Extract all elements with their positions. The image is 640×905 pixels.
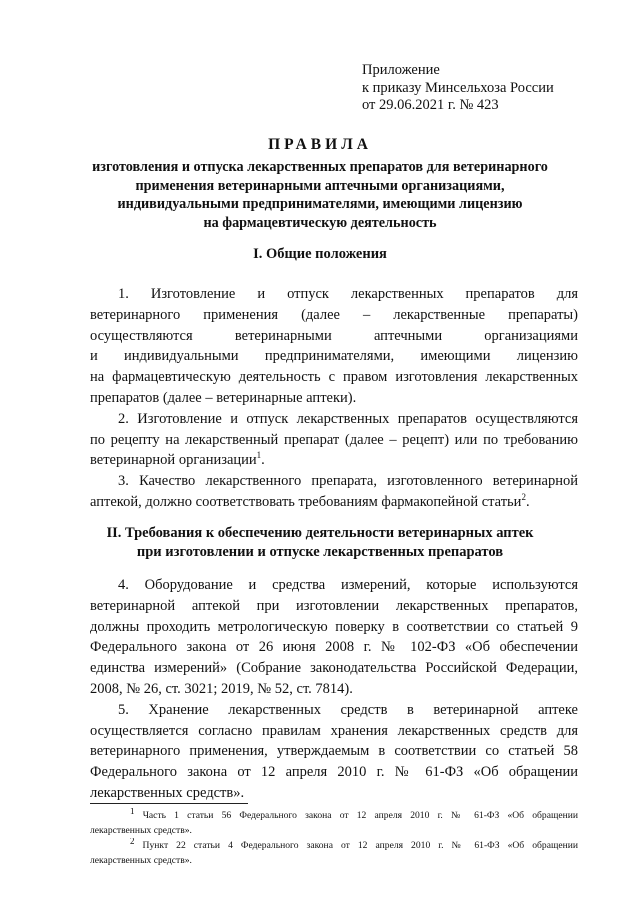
paragraph-2-line: ветеринарной организации$^1$. [90,450,265,469]
paragraph-4-line: единства измерений» (Собрание законодательства Российской Федерации, [90,660,578,677]
paragraph-1-line: препаратов (далее – ветеринарные аптеки). [90,389,357,406]
paragraph-1-line: осуществляются ветеринарными аптечными организациями [90,327,578,344]
appendix-order-date: от 29.06.2021 г. № 423 [362,97,499,113]
footnote-1-marker: 1 [130,808,135,816]
paragraph-1-line: на фармацевтическую деятельность с правом изготовления лекарственных [90,369,578,386]
appendix-order-ref: к приказу Минсельхоза России [362,79,554,96]
paragraph-5-line: лекарственных средств». [90,784,245,801]
paragraph-2-text: ветеринарной организации [90,452,257,469]
document-subtitle [60,158,580,232]
paragraph-5-line: осуществляется согласно правилам хранения лекарственных средств для [90,722,578,739]
paragraph-4-line: 4. Оборудование и средства измерений, которые используются [118,577,578,593]
section-heading-line: II. Требования к обеспечению деятельности ветеринарных аптек [106,525,534,541]
paragraph-5-line: Федерального закона от 12 апреля 2010 г. № 61-ФЗ «Об обращении [90,764,578,781]
footnote-ref: 1 [256,450,262,461]
footnote-1-text: Часть 1 статьи 56 Федерального закона от 12 апреля 2010 г. № 61-ФЗ «Об обращении [142,810,578,821]
paragraph-5-line: 5. Хранение лекарственных средств в ветеринарной аптеке [118,701,578,718]
document-title: ПРАВИЛА [268,136,372,153]
paragraph-2-line: по рецепту на лекарственный препарат (далее – рецепт) или по требованию [90,431,578,448]
subtitle-line: изготовления и отпуска лекарственных препаратов для ветеринарного [92,159,548,175]
footnote-ref: 2 [521,492,526,503]
subtitle-line: индивидуальными предпринимателями, имеющими лицензию [117,196,523,212]
paragraph-4-line: ветеринарной аптекой при изготовлении лекарственных препаратов, [90,597,578,614]
appendix-label: Приложение [362,62,440,78]
section-1-body [90,284,578,513]
paragraph-4-line: 2008, № 26, ст. 3021; 2019, № 52, ст. 7814). [90,680,353,697]
footnote-2-marker: 2 [130,838,135,846]
paragraph-3-line: 3. Качество лекарственного препарата, изготовленного ветеринарной [118,473,578,490]
section-1-heading [60,245,580,264]
subtitle-line: применения ветеринарными аптечными организациями, [135,177,505,194]
paragraph-1-line: 1. Изготовление и отпуск лекарственных препаратов для [118,286,578,302]
paragraph-2-line: 2. Изготовление и отпуск лекарственных препаратов осуществляются [118,410,578,427]
section-heading-line: I. Общие положения [253,246,387,262]
paragraph-1-line: и индивидуальными предпринимателями, имеющими лицензию [90,348,578,365]
footnote-2-line: лекарственных средств». [90,855,192,866]
paragraph-4-line: должны проходить метрологическую поверку в соответствии со статьей 9 [90,618,578,635]
paragraph-5-line: ветеринарного применения, утверждаемым в соответствии со статьей 58 [90,743,578,760]
appendix-block [362,62,602,115]
subtitle-line: на фармацевтическую деятельность [203,214,437,231]
footnote-1-line [90,808,578,823]
section-2-body [90,575,578,804]
paragraph-1-line: ветеринарного применения (далее – лекарственные препараты) [90,306,578,323]
footnote-2-line [90,838,578,853]
paragraph-3-line: аптекой, должно соответствовать требованиям фармакопейной статьи$^2$. [90,492,530,510]
section-2-heading [60,524,580,561]
footnote-2-text: Пункт 22 статьи 4 Федерального закона от 12 апреля 2010 г. № 61-ФЗ «Об обращении [142,840,578,851]
section-heading-line: при изготовлении и отпуске лекарственных препаратов [136,543,504,560]
footnote-divider [90,803,248,804]
paragraph-3-text: аптекой, должно соответствовать требованиям фармакопейной статьи [90,493,522,510]
footnote-1-line: лекарственных средств». [90,825,192,836]
footnotes-block [90,808,578,868]
paragraph-4-line: Федерального закона от 26 июня 2008 г. № 102-ФЗ «Об обеспечении [90,639,578,656]
